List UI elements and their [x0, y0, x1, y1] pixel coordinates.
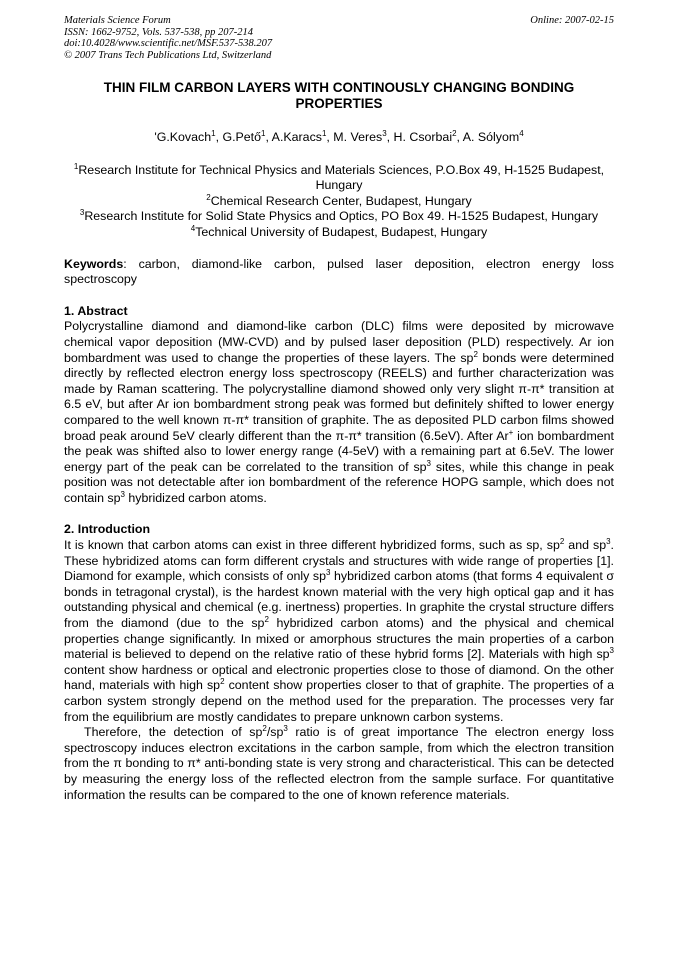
introduction-paragraph-2: Therefore, the detection of $sp^2/sp^3$ ratio is of great importance The electron energy loss spectroscopy induces electron excitations in the carbon sample, from which the electron transition from the π bonding to π* anti-bonding state is very strong and characteristical. This can be detected by measuring the energy loss of the reflected electron from the sample surface. For quantitative information the results can be compared to the one of known reference materials. [64, 724, 614, 802]
introduction-heading: 2. Introduction [64, 522, 151, 537]
paper-body [64, 80, 614, 803]
abstract-text: Polycrystalline diamond and diamond-like carbon (DLC) films were deposited by microwave chemical vapor deposition (MW-CVD) and by pulsed laser deposition (PLD) respectively. Ar ion bombardment was used to change the properties of these layers. The $sp^2$ bonds were determined directly by reflected electron energy loss spectroscopy (REELS) and further characterization was made by Raman scattering. The polycrystalline diamond showed only very slight π-π* transition at 6.5 eV, but after Ar ion bombardment strong peak was formed but definitely shifted to lower energy compared to the well known π-π* transition of graphite. The as deposited PLD carbon films showed broad peak around 5eV clearly different than the π-π* transition (6.5eV). After Ar+ ion bombardment the peak was shifted also to lower energy range (4-5eV) with a remaining part at 6.5eV. The lower energy part of the peak can be correlated to the transition of $sp^3$ sites, while this change in peak position was not detectable after ion bombardment of the reference HOPG sample, which does not contain $sp^3$ hybridized carbon atoms. [64, 319, 614, 505]
affiliation-list [64, 163, 614, 241]
keywords-label: Keywords [64, 256, 124, 271]
journal-name: Materials Science Forum [64, 15, 171, 26]
affiliation-2: $^2$Chemical Research Center, Budapest, Hungary [206, 192, 472, 208]
author-list: 'G.Kovach$^1$, G.Pető$^1$, A.Karacs$^1$, M. Veres$^3$, H. Csorbai$^2$, A. Sólyom$^4$ [154, 129, 524, 144]
affiliation-4: $^4$Technical University of Budapest, Budapest, Hungary [190, 223, 488, 239]
introduction-paragraph-1: It is known that carbon atoms can exist in three different hybridized forms, such as sp, $sp^2$ and $sp^3$. These hybridized atoms can form different crystals and structures with wide range of properties [1]. Diamond for example, which consists of only $sp^3$ hybridized carbon atoms (that forms 4 equivalent σ bonds in tetragonal crystal), is the hardest known material with the very high optical gap and it has outstanding physical and chemical (e.g. inertness) properties. In graphite the crystal structure differs from the diamond (due to the $sp^2$ hybridized carbon atoms) and the physical and chemical properties change significantly. In mixed or amorphous structures the main properties of a carbon material is believed to depend on the relative ratio of these hybrid forms [2]. Materials with high $sp^3$ content show hardness or optical and electronic properties close to those of diamond. On the other hand, materials with high $sp^2$ content show properties closer to that of graphite. The properties of a carbon system strongly depend on the method used for the preparation. The processes very far from the equilibrium are mostly candidates to prepare unknown carbon systems. [64, 537, 614, 724]
affiliation-1: $^1$Research Institute for Technical Physics and Materials Sciences, P.O.Box 49, H-1525 Budapest, Hungary [73, 161, 605, 193]
journal-header [64, 15, 272, 61]
paper-title: THIN FILM CARBON LAYERS WITH CONTINOUSLY CHANGING BONDING PROPERTIES [103, 80, 575, 111]
online-date: Online: 2007-02-15 [530, 15, 614, 26]
keywords [64, 257, 614, 288]
journal-doi: doi:10.4028/www.scientific.net/MSF.537-538.207 [64, 38, 273, 49]
abstract-heading: 1. Abstract [64, 303, 128, 318]
keywords-text: : carbon, diamond-like carbon, pulsed laser deposition, electron energy loss spectroscopy [64, 256, 614, 287]
journal-issn: ISSN: 1662-9752, Vols. 537-538, pp 207-214 [64, 26, 253, 38]
journal-copyright: © 2007 Trans Tech Publications Ltd, Switzerland [64, 49, 272, 61]
affiliation-3: $^3$Research Institute for Solid State Physics and Optics, PO Box 49. H-1525 Budapest, Hungary [79, 208, 599, 224]
